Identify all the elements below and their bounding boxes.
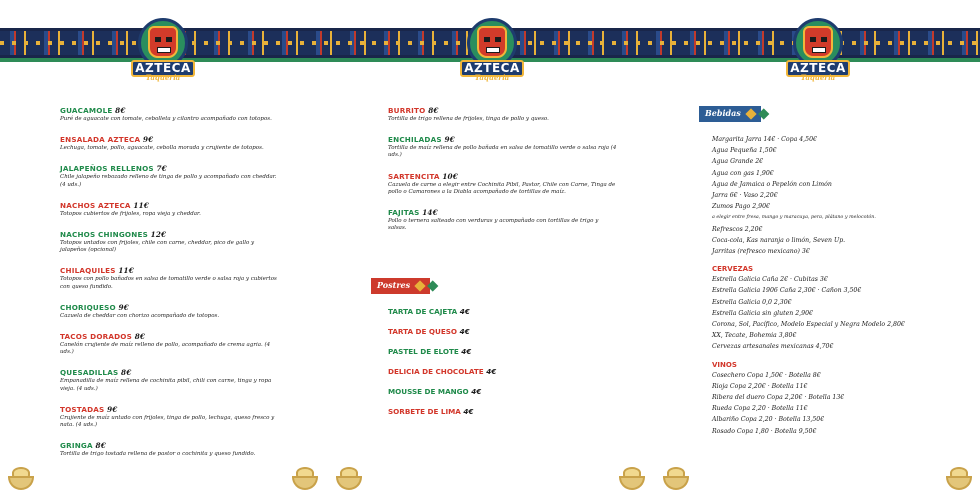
menu-column-starters	[60, 106, 280, 470]
beer-row: Estrella Galicia Caña 2€ · Cubitas 3€	[712, 276, 828, 284]
wine-row: Albariño Copa 2,20 · Botella 13,50€	[712, 416, 825, 424]
wine-row: Rueda Copa 2,20 · Botella 11€	[712, 405, 808, 413]
drink-row: Refrescos 2,20€	[712, 225, 763, 233]
menu-item: GRINGA 8€ Tortilla de trigo tostada rellena de pastor o cochinita y queso fundido.	[60, 441, 256, 458]
azteca-logo-left	[131, 18, 195, 80]
azteca-logo-center	[460, 18, 524, 80]
beer-row: Corona, Sol, Pacífico, Modelo Especial y Negra Modelo 2,80€	[712, 321, 905, 329]
dessert-item: DELICIA DE CHOCOLATE 4€	[388, 367, 497, 376]
drink-row: Agua con gas 1,90€	[712, 169, 774, 177]
menu-item: NACHOS CHINGONES 12€ Totopos untados con frijoles, chile con carne, cheddar, pico de gallo y jalapeños (opcional)	[60, 230, 255, 254]
menu-item: SARTENCITA 10€ Cazuela de carne a elegir entre Cochinita Pibil, Pastor, Chile con Carne, Tinga de pollo o Camarones a la Diabla acompañado de tortillas de maíz.	[388, 171, 616, 195]
menu-item: NACHOS AZTECA 11€ Totopos cubiertos de frijoles, ropa vieja y cheddar.	[60, 200, 201, 217]
menu-item: CHILAQUILES 11€ Totopos con pollo bañados en salsa de tomatillo verde o salsa roja y cubiertos con queso fundido.	[60, 266, 277, 290]
menu-item: QUESADILLAS 8€ Empanadilla de maíz rellena de cochinita pibil, chili con carne, tinga y ropa vieja. (4 uds.)	[60, 368, 272, 392]
menu-item: FAJITAS 14€ Pollo o ternera salteado con verduras y acompañado con tortillas de trigo y salsas.	[388, 208, 599, 232]
menu-item: CHORIQUESO 9€ Cazuela de cheddar con chorizo acompañado de totopos.	[60, 302, 220, 319]
drink-row: Jarritas (refresco mexicano) 3€	[712, 248, 810, 256]
brand-subtitle: Taquería	[474, 73, 510, 82]
cervezas-heading: CERVEZAS	[712, 265, 754, 274]
drink-row: a elegir entre fresa, mango y maracuya, pera, plátano y melocotón.	[712, 215, 876, 221]
drink-row: Agua Grande 2€	[712, 158, 764, 166]
postres-section-tag: Postres	[371, 278, 430, 294]
wine-row: Rioja Copa 2,20€ · Botella 11€	[712, 382, 808, 390]
beer-row: Cervezas artesanales mexicanas 4,70€	[712, 343, 834, 351]
dessert-item: TARTA DE QUESO 4€	[388, 327, 470, 336]
menu-item: GUACAMOLE 8€ Puré de aguacate con tomate, cebolleta y cilantro acompañado con totopos.	[60, 106, 272, 122]
beer-row: XX, Tecate, Bohemia 3,80€	[712, 332, 797, 340]
beer-row: Estrella Galicia 0,0 2,30€	[712, 298, 792, 306]
guacamole-bowl-icon	[944, 464, 974, 494]
guacamole-bowl-icon	[617, 464, 647, 494]
drink-row: Jarra 6€ · Vaso 2,20€	[712, 192, 778, 200]
brand-name: AZTECA	[786, 60, 850, 77]
menu-item: TOSTADAS 9€ Crujiente de maíz untado con frijoles, tinga de pollo, lechuga, queso fresco y nata. (4 uds.)	[60, 404, 275, 429]
menu-item: ENSALADA AZTECA 9€ Lechuga, tomate, pollo, aguacate, cebolla morada y crujiente de totopos.	[60, 135, 264, 152]
drink-row: Agua Pequeña 1,50€	[712, 147, 777, 155]
drinks-list	[712, 134, 952, 437]
menu-column-mains	[388, 106, 618, 244]
bebidas-section-tag: Bebidas	[699, 106, 761, 122]
menu-item: ENCHILADAS 9€ Tortilla de maíz rellena de pollo bañada en salsa de tomatillo verde o salsa roja (4 uds.)	[388, 135, 617, 159]
postres-list	[388, 307, 588, 427]
drink-row: Agua de Jamaica o Pepelón con Limón	[712, 180, 832, 188]
drink-row: Margarita Jarra 14€ · Copa 4,50€	[712, 136, 817, 143]
drink-row: Coca-cola, Kas naranja o limón, Seven Up.	[712, 236, 846, 244]
wine-row: Ribera del duero Copa 2,20€ · Botella 13€	[712, 394, 845, 402]
dessert-item: PASTEL DE ELOTE 4€	[388, 347, 472, 356]
wine-row: Cosechero Copa 1,50€ · Botella 8€	[712, 371, 821, 379]
wine-row: Rosado Copa 1,80 · Botella 9,50€	[712, 427, 817, 435]
guacamole-bowl-icon	[6, 464, 36, 494]
beer-row: Estrella Galicia 1906 Caña 2,30€ · Cañon 3,50€	[712, 287, 862, 295]
azteca-logo-right	[786, 18, 850, 80]
brand-subtitle: Taquería	[800, 73, 836, 82]
brand-name: AZTECA	[460, 60, 524, 77]
menu-item: JALAPEÑOS RELLENOS 7€ Chile jalapeño rebozado relleno de tinga de pollo y acompañado con cheddar. (4 uds.)	[60, 164, 277, 188]
guacamole-bowl-icon	[661, 464, 691, 494]
brand-name: AZTECA	[131, 60, 195, 77]
drink-row: Zumos Pago 2,90€	[712, 203, 770, 211]
dessert-item: SORBETE DE LIMA 4€	[388, 407, 474, 416]
guacamole-bowl-icon	[290, 464, 320, 494]
dessert-item: MOUSSE DE MANGO 4€	[388, 387, 482, 396]
brand-subtitle: Taquería	[145, 73, 181, 82]
vinos-heading: VINOS	[712, 360, 737, 369]
menu-item: BURRITO 8€ Tortilla de trigo rellena de frijoles, tinga de pollo y queso.	[388, 106, 549, 122]
beer-row: Estrella Galicia sin gluten 2,90€	[712, 309, 813, 317]
guacamole-bowl-icon	[334, 464, 364, 494]
menu-item: TACOS DORADOS 8€ Canelón crujiente de maíz relleno de pollo, acompañado de crema agria. (4 uds.)	[60, 332, 271, 356]
dessert-item: TARTA DE CAJETA 4€	[388, 307, 470, 316]
